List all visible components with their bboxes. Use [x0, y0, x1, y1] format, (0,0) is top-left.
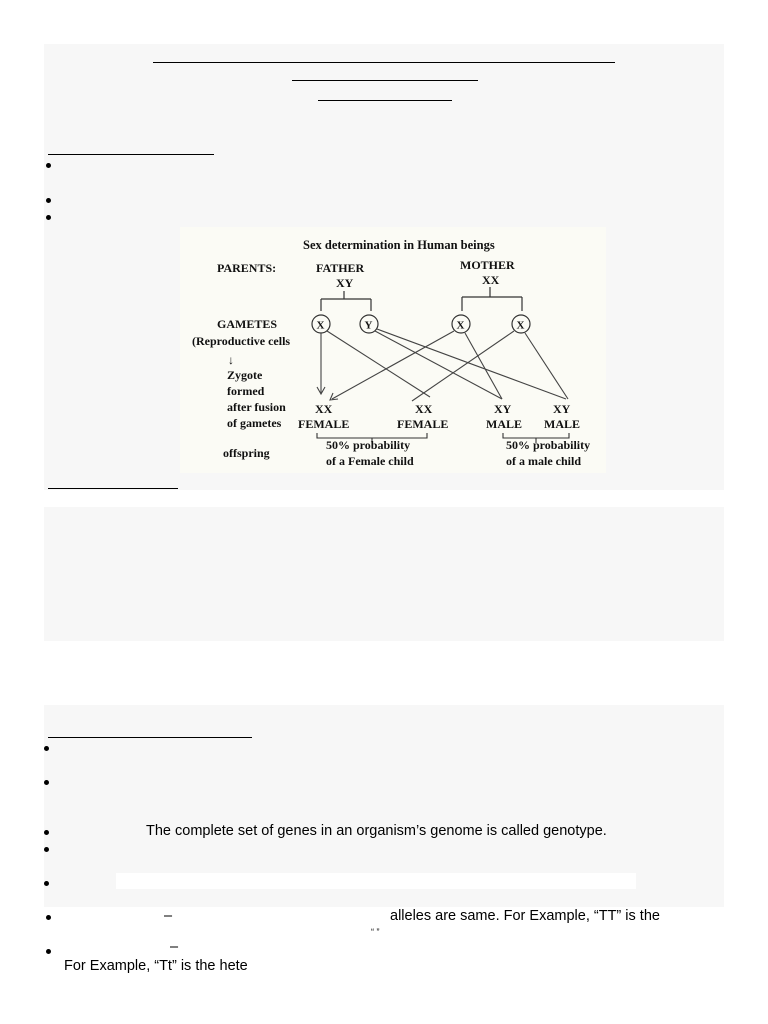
bullet-point — [44, 746, 49, 751]
section-heading-rule — [48, 488, 178, 489]
male-probability-2: of a male child — [506, 454, 581, 468]
mother-bracket — [462, 287, 522, 311]
genotype-definition: The complete set of genes in an organism’s genome is called genotype. — [146, 823, 607, 839]
homozygous-dash: – — [164, 908, 173, 924]
male-probability-1: 50% probability — [506, 438, 591, 452]
bullet-point — [44, 881, 49, 886]
zygote-label-1: Zygote — [227, 368, 263, 382]
bullet-point — [44, 780, 49, 785]
child-4-genotype: XY — [553, 402, 571, 416]
gametes-sublabel: (Reproductive cells — [192, 334, 291, 348]
child-4-sex: MALE — [544, 417, 580, 431]
female-probability-2: of a Female child — [326, 454, 414, 468]
section-heading-rule — [48, 737, 252, 738]
bullet-point — [46, 215, 51, 220]
title-rule — [153, 62, 615, 63]
subtitle-rule — [292, 80, 478, 81]
bullet-point — [46, 163, 51, 168]
heterozygous-dash: – — [170, 939, 179, 955]
female-probability-1: 50% probability — [326, 438, 411, 452]
child-3-sex: MALE — [486, 417, 522, 431]
zygote-label-2: formed — [227, 384, 265, 398]
down-arrow-icon: ↓ — [228, 353, 234, 367]
father-label: FATHER — [316, 261, 365, 275]
mother-label: MOTHER — [460, 258, 515, 272]
sex-determination-diagram — [180, 227, 606, 473]
fusion-lines — [317, 329, 568, 401]
homozygous-text: alleles are same. For Example, “TT” is the — [390, 908, 660, 924]
father-genotype: XY — [336, 276, 354, 290]
child-3-genotype: XY — [494, 402, 512, 416]
bullet-point — [44, 830, 49, 835]
zygote-label-4: of gametes — [227, 416, 282, 430]
diagram-title: Sex determination in Human beings — [303, 238, 495, 252]
child-1-genotype: XX — [315, 402, 333, 416]
child-1-sex: FEMALE — [298, 417, 350, 431]
mother-genotype: XX — [482, 273, 500, 287]
child-2-sex: FEMALE — [397, 417, 449, 431]
gamete-father-y: Y — [364, 319, 373, 332]
heterozygous-text: For Example, “Tt” is the hete — [64, 958, 248, 974]
child-2-genotype: XX — [415, 402, 433, 416]
gametes-label: GAMETES — [217, 317, 278, 331]
bullet-point — [46, 915, 51, 920]
page-section-middle — [44, 507, 724, 641]
father-bracket — [321, 291, 371, 311]
bullet-point — [46, 198, 51, 203]
parents-label: PARENTS: — [217, 261, 277, 275]
bullet-point — [44, 847, 49, 852]
offspring-label: offspring — [223, 446, 270, 460]
page-section-bottom-strip — [116, 873, 636, 889]
zygote-label-3: after fusion — [227, 400, 286, 414]
gamete-father-x: X — [316, 319, 325, 332]
gamete-mother-x-1: X — [456, 319, 465, 332]
bullet-point — [46, 949, 51, 954]
gamete-mother-x-2: X — [516, 319, 525, 332]
subtitle-rule-2 — [318, 100, 452, 101]
homozygous-quotes: “ ” — [371, 927, 380, 937]
section-heading-rule — [48, 154, 214, 155]
